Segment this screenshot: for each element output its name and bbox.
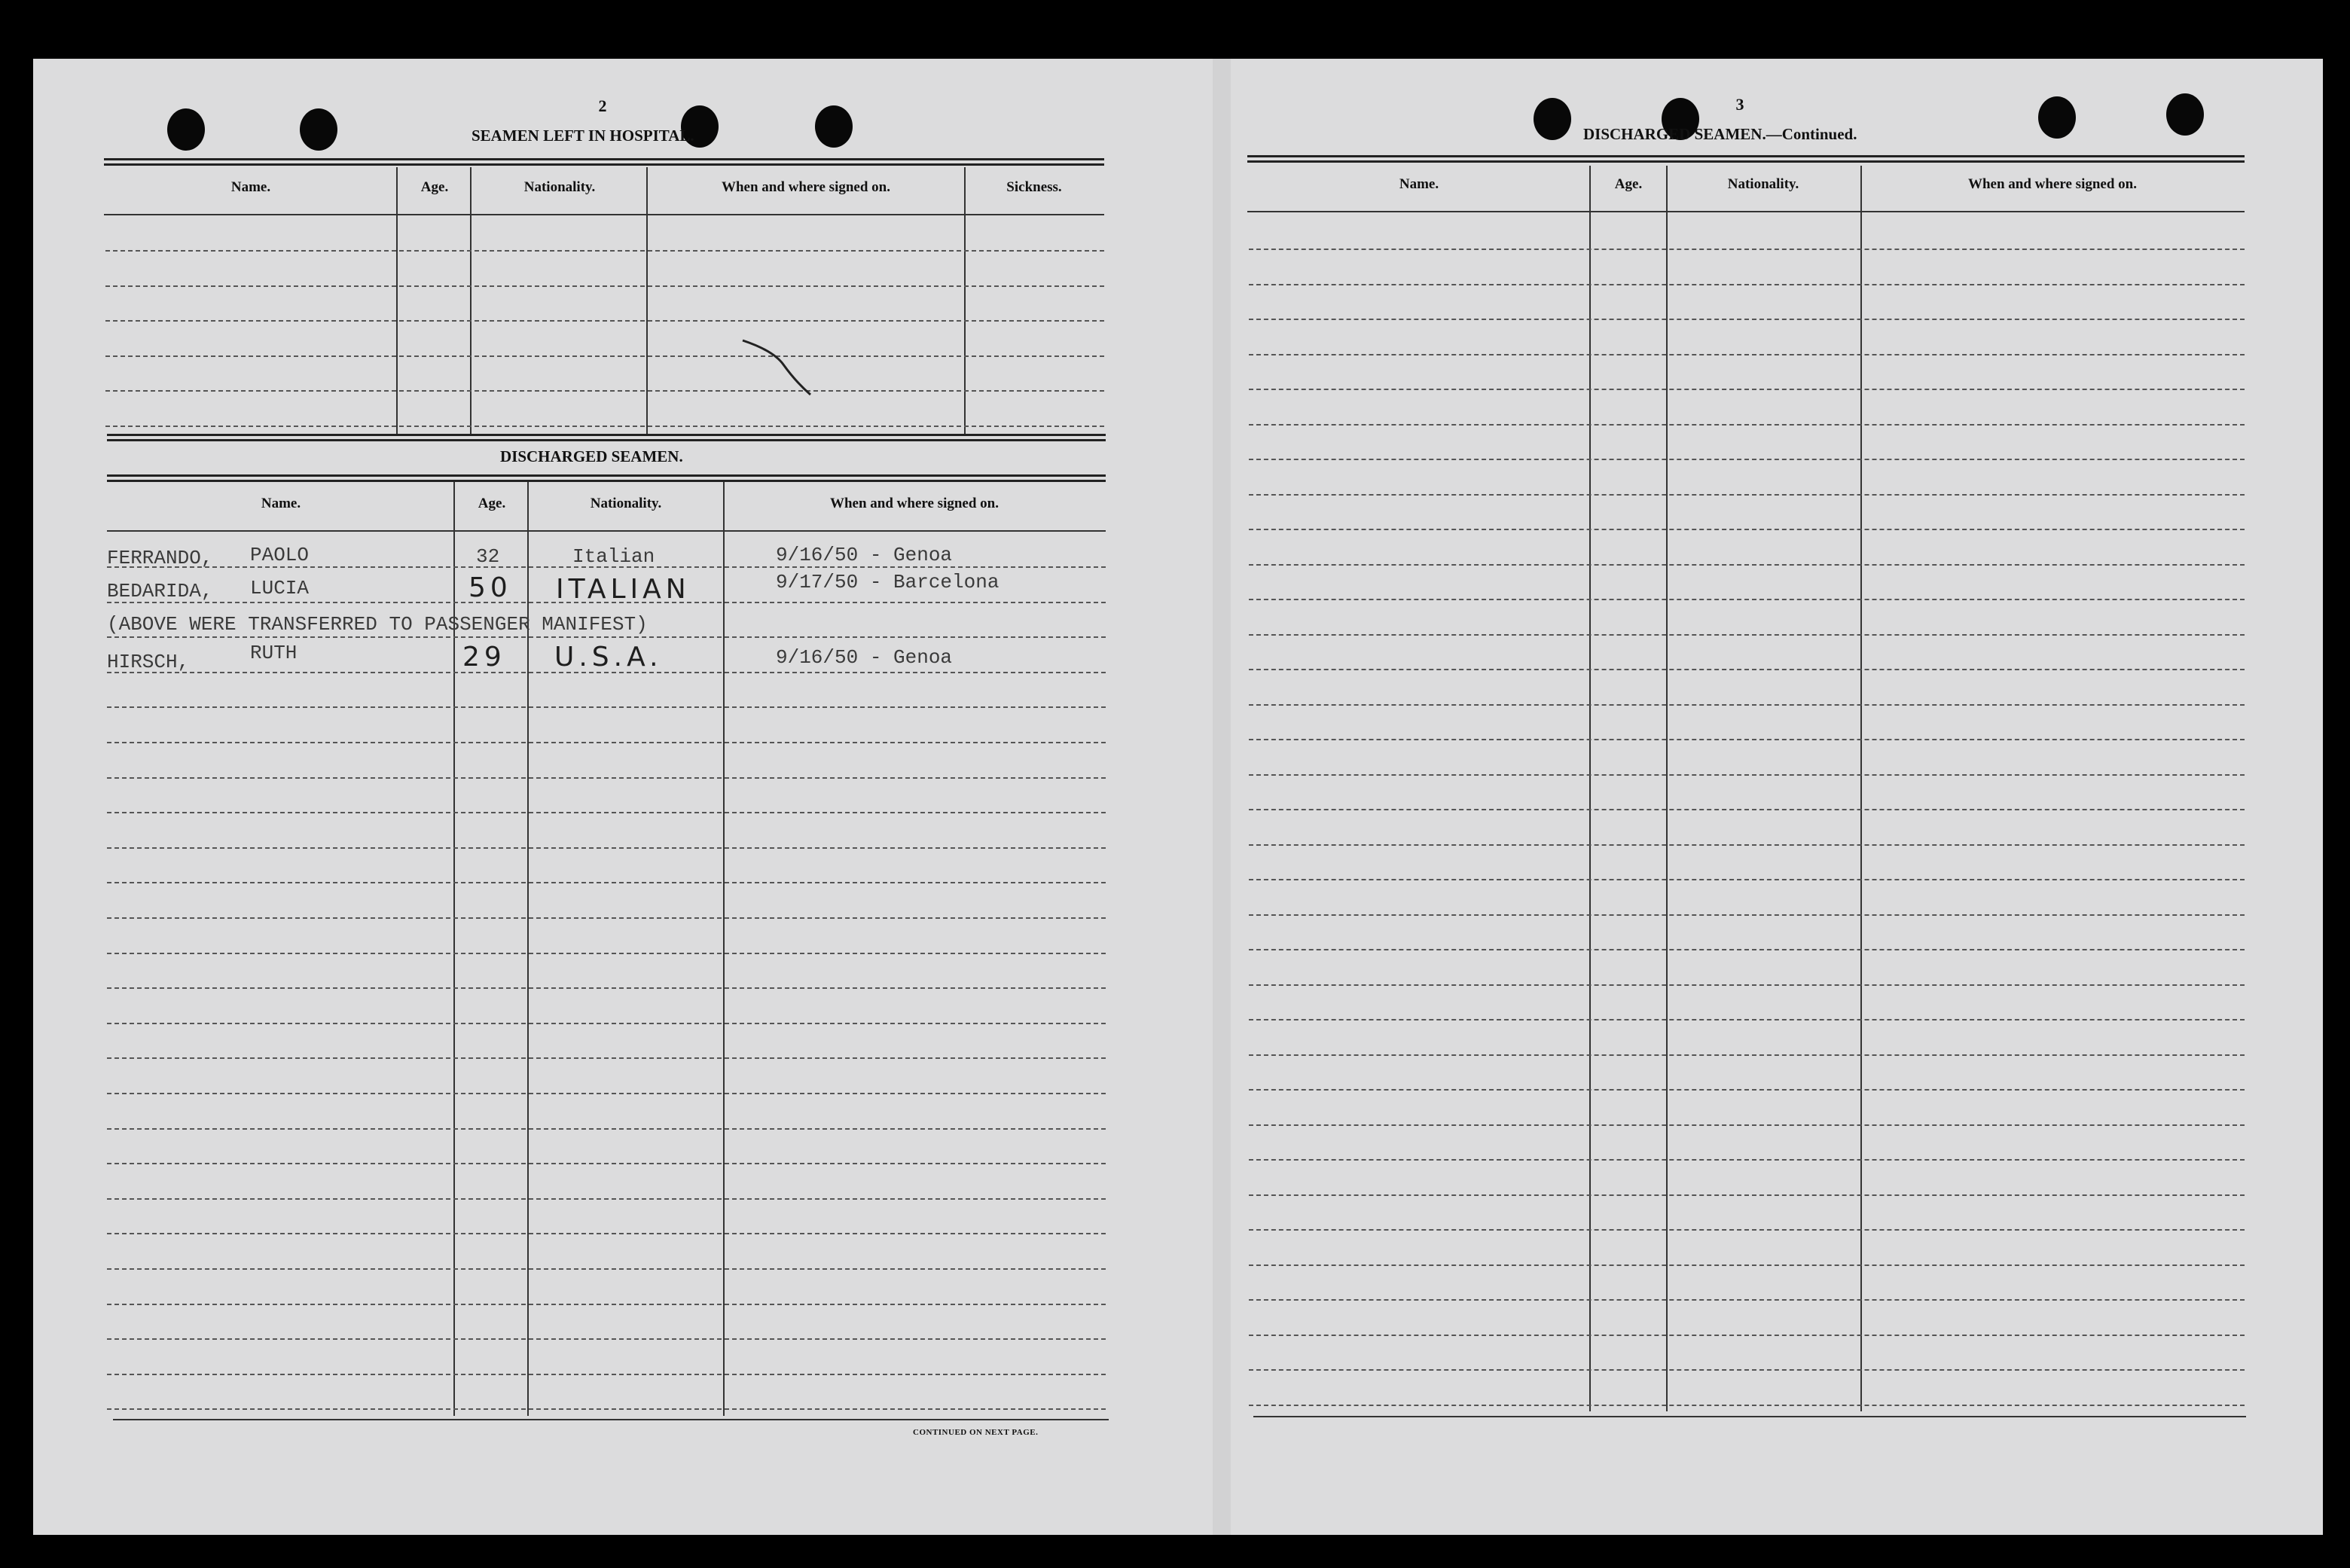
ruled-line [107,1163,1106,1164]
discharged-col-age-header: Age. [478,496,506,511]
ruled-line [1249,249,2245,250]
entry-age: 32 [476,545,500,568]
ruled-line [1249,739,2245,740]
ruled-line [1249,1019,2245,1020]
punch-hole [2038,96,2076,139]
discharged-col-nationality-header: Nationality. [590,496,662,511]
left-page-number: 2 [598,96,607,115]
discharged-col-signed-header: When and where signed on. [829,496,999,511]
entry-nationality-handwritten: U.S.A. [554,642,663,673]
right-section-title: DISCHARGED SEAMEN.—Continued. [1583,125,1857,143]
ruled-line [107,1304,1106,1305]
discharged-header-rule [107,530,1106,532]
entry-age-handwritten: 50 [468,572,512,603]
ruled-line [1249,1159,2245,1161]
ruled-line [1249,284,2245,285]
ruled-line [107,1093,1106,1094]
punch-hole [2166,93,2204,136]
ruled-line [1249,564,2245,566]
hospital-col-nationality-header: Nationality. [523,179,596,195]
entry-signed-on: 9/16/50 - Genoa [776,544,953,566]
right-header-rule [1247,211,2245,212]
right-col-divider [1860,166,1862,1411]
ruled-line [107,742,1106,743]
ruled-line [1249,1335,2245,1336]
discharged-top-rule [107,434,1106,441]
right-top-rule [1247,155,2245,163]
discharged-section-title: DISCHARGED SEAMEN. [500,447,683,465]
transfer-note: (ABOVE WERE TRANSFERRED TO PASSENGER MANIFEST) [107,613,648,636]
ruled-line [107,636,1106,638]
right-col-nationality-header: Nationality. [1727,176,1799,192]
ruled-line [107,1338,1106,1340]
ruled-line [1249,529,2245,530]
entry-given-name: LUCIA [250,577,310,599]
ruled-line [1249,459,2245,460]
ruled-line [105,355,1104,357]
ruled-line [1249,704,2245,706]
right-col-divider [1589,166,1591,1411]
hospital-col-age-header: Age. [420,179,449,195]
ruled-line [1249,494,2245,496]
ruled-line [1249,1299,2245,1301]
ruled-line [107,1128,1106,1130]
hospital-col-divider [470,167,472,435]
continued-footer: CONTINUED ON NEXT PAGE. [913,1428,1039,1437]
right-bottom-rule [1253,1416,2246,1417]
entry-surname: FERRANDO, [107,547,213,569]
hospital-col-divider [396,167,398,435]
ruled-line [107,1057,1106,1059]
entry-nationality: Italian [572,545,655,568]
ruled-line [1249,1405,2245,1406]
entry-signed-on: 9/16/50 - Genoa [776,646,953,669]
ruled-line [1249,1194,2245,1196]
ruled-line [107,1268,1106,1270]
ruled-line [1249,1054,2245,1056]
ruled-line [105,426,1104,427]
ruled-line [1249,319,2245,320]
ruled-line [1249,1089,2245,1091]
ruled-line [1249,1124,2245,1126]
right-page-number: 3 [1735,95,1744,114]
right-col-name-header: Name. [1399,176,1439,192]
ruled-line [107,812,1106,813]
ruled-line [1249,879,2245,880]
ruled-line [107,1233,1106,1234]
ruled-line [107,1374,1106,1375]
right-col-signed-header: When and where signed on. [1967,176,2137,192]
ruled-line [107,777,1106,779]
punch-hole [167,108,205,151]
ruled-line [107,847,1106,849]
entry-nationality-handwritten: ITALIAN [556,574,691,605]
ruled-line [105,320,1104,322]
ruled-line [1249,1369,2245,1371]
ruled-line [1249,1229,2245,1231]
hospital-col-name-header: Name. [230,179,271,195]
punch-hole [1534,98,1571,140]
ruled-line [107,882,1106,883]
ruled-line [107,953,1106,954]
ruled-line [1249,949,2245,950]
ruled-line [1249,914,2245,916]
punch-hole [815,105,853,148]
ruled-line [1249,354,2245,355]
right-col-age-header: Age. [1614,176,1643,192]
hospital-col-sickness-header: Sickness. [1006,179,1062,195]
ruled-line [107,1198,1106,1200]
ruled-line [1249,774,2245,776]
ruled-line [1249,844,2245,846]
ruled-line [1249,389,2245,390]
document-sheet [33,59,2323,1535]
hospital-col-divider [964,167,966,435]
discharged-col-name-header: Name. [261,496,301,511]
ruled-line [1249,424,2245,426]
hospital-header-rule [104,214,1104,215]
pen-mark [738,331,821,399]
ruled-line [1249,669,2245,670]
ruled-line [107,1408,1106,1410]
ruled-line [1249,599,2245,600]
page-fold [1213,59,1231,1535]
entry-given-name: PAOLO [250,544,310,566]
left-bottom-rule [113,1419,1109,1420]
hospital-section-title: SEAMEN LEFT IN HOSPITAL. [472,127,694,145]
ruled-line [107,917,1106,919]
ruled-line [1249,634,2245,636]
hospital-col-signed-header: When and where signed on. [721,179,890,195]
discharged-col-divider [723,482,725,1416]
hospital-top-rule [104,158,1104,166]
ruled-line [105,285,1104,287]
entry-given-name: RUTH [250,642,298,664]
ruled-line [105,250,1104,252]
entry-age-handwritten: 29 [462,642,506,673]
entry-surname: BEDARIDA, [107,580,213,602]
entry-surname: HIRSCH, [107,651,190,673]
ruled-line [107,1023,1106,1024]
discharged-title-rule [107,474,1106,482]
entry-signed-on: 9/17/50 - Barcelona [776,571,1000,593]
ruled-line [107,987,1106,989]
ruled-line [105,390,1104,392]
ruled-line [1249,1264,2245,1266]
ruled-line [1249,984,2245,986]
ruled-line [1249,809,2245,810]
punch-hole [300,108,337,151]
hospital-col-divider [646,167,648,435]
right-col-divider [1666,166,1668,1411]
ruled-line [107,706,1106,708]
